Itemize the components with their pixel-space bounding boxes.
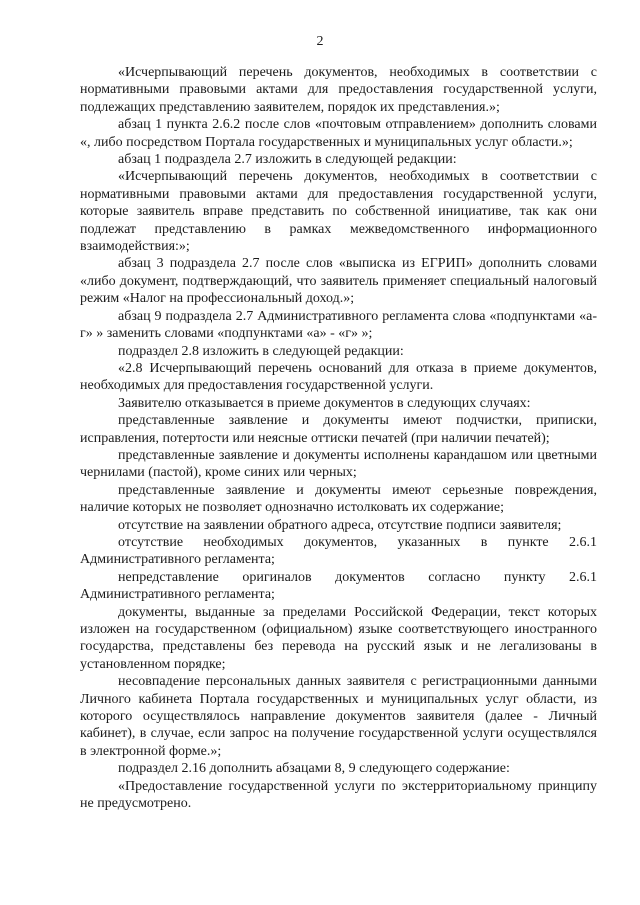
paragraph: представленные заявление и документы имеют подчистки, приписки, исправления, потертости или неясные оттиски печатей (при наличии печатей); [80,413,597,446]
paragraph: представленные заявление и документы имеют серьезные повреждения, наличие которых не позволяет однозначно истолковать их содержание; [80,482,597,516]
paragraph: представленные заявление и документы исполнены карандашом или цветными чернилами (пастой), кроме синих или черных; [80,447,597,481]
paragraph: абзац 1 пункта 2.6.2 после слов «почтовым отправлением» дополнить словами «, либо посредством Портала государственных и муниципальных услуг области.»; [80,117,597,150]
paragraph: подраздел 2.8 изложить в следующей редакции: [118,343,404,359]
paragraph: непредставление оригиналов документов согласно пункту 2.6.1 Административного регламента; [80,569,597,603]
paragraph: «Исчерпывающий перечень документов, необходимых в соответствии с нормативными правовыми актами для предоставления государственной услуги, подлежащих представлению заявителем, порядок их представления.»; [80,65,597,115]
paragraph: несовпадение персональных данных заявителя с регистрационными данными Личного кабинета Портала государственных и муниципальных услуг области, из которого осуществлялось направление документов заявителя (далее - Личный кабинет), в случае, если запрос на получение государственной услуги осуществлялся в электронной форме.»; [80,674,597,759]
paragraph: «Предоставление государственной услуги по экстерриториальному принципу не предусмотрено. [80,778,597,812]
paragraph: отсутствие на заявлении обратного адреса, отсутствие подписи заявителя; [118,517,562,533]
paragraph: подраздел 2.16 дополнить абзацами 8, 9 следующего содержание: [118,761,510,777]
paragraph: абзац 3 подраздела 2.7 после слов «выписка из ЕГРИП» дополнить словами «либо документ, подтверждающий, что заявитель применяет специальный налоговый режим «Налог на профессиональный доход.»; [80,256,597,307]
paragraph: документы, выданные за пределами Российской Федерации, текст которых изложен на государственном (официальном) языке соответствующего иностранного государства, представлены без перевода на русский язык и не легализованы в установленном порядке; [80,604,597,672]
page-number: 2 [316,34,324,49]
paragraph: «Исчерпывающий перечень документов, необходимых в соответствии с нормативными правовыми актами для предоставления государственной услуги, которые заявитель вправе представить по собственной инициативе, так как они подлежат представлению в рамках межведомственного информационного взаимодействия:»; [80,169,597,255]
paragraph: абзац 1 подраздела 2.7 изложить в следующей редакции: [118,152,457,168]
paragraph: отсутствие необходимых документов, указанных в пункте 2.6.1 Административного регламента; [80,534,597,568]
paragraph: Заявителю отказывается в приеме документов в следующих случаях: [118,395,531,411]
paragraph: абзац 9 подраздела 2.7 Административного регламента слова «подпунктами «а-г» » заменить словами «подпунктами «а» - «г» »; [80,308,597,342]
paragraph: «2.8 Исчерпывающий перечень оснований для отказа в приеме документов, необходимых для предоставления государственной услуги. [80,360,597,394]
document-body [80,64,597,812]
